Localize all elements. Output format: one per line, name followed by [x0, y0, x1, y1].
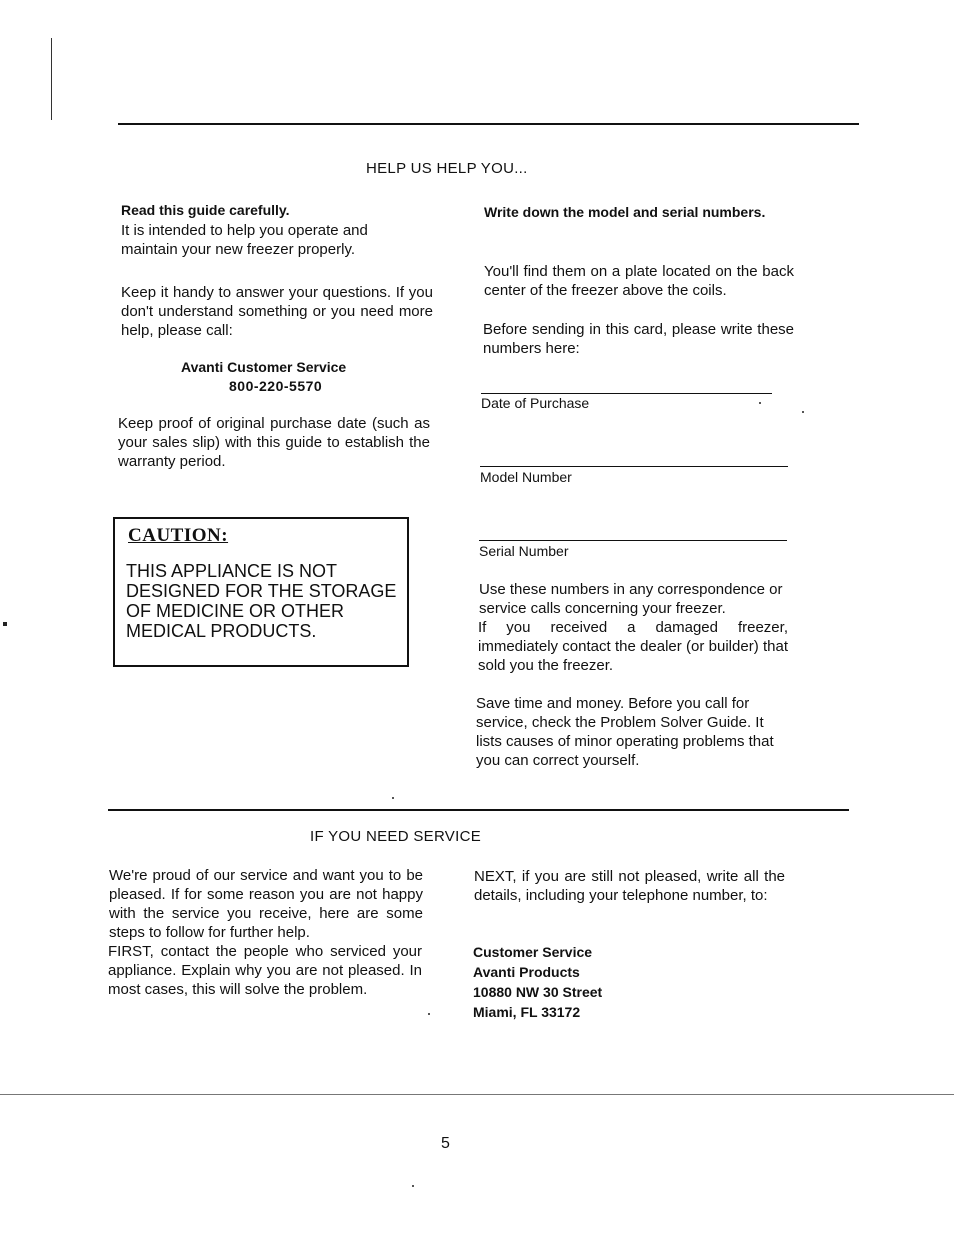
- caution-body: THIS APPLIANCE IS NOT DESIGNED FOR THE STORAGE OF MEDICINE OR OTHER MEDICAL PRODUCTS.: [126, 561, 397, 641]
- proof-body: Keep proof of original purchase date (such as your sales slip) with this guide to establish the warranty period.: [118, 415, 430, 470]
- caution-title: CAUTION:: [128, 525, 229, 546]
- scan-dot-4: [412, 1185, 414, 1187]
- model-label: Model Number: [480, 469, 572, 485]
- serial-label: Serial Number: [479, 543, 569, 559]
- model-line: [480, 466, 788, 467]
- date-label: Date of Purchase: [481, 395, 590, 411]
- use-numbers-body: Use these numbers in any correspondence or service calls concerning your freezer.: [479, 581, 783, 617]
- damaged-body: If you received a damaged freezer, immediately contact the dealer (or builder) that sold you the freezer.: [478, 619, 788, 674]
- scan-dot-1: [392, 797, 394, 799]
- scan-mark-left: [51, 38, 52, 120]
- service-phone: 800-220-5570: [229, 378, 323, 394]
- save-time-body: Save time and money. Before you call for service, check the Problem Solver Guide. It lists causes of minor operating problems that you can correct yourself.: [476, 695, 774, 769]
- middle-rule: [108, 809, 849, 811]
- scan-dot-5: [428, 1013, 430, 1015]
- top-rule: [118, 123, 859, 125]
- scan-dot-3: [759, 402, 761, 404]
- write-down-title: Write down the model and serial numbers.: [484, 204, 766, 220]
- keep-handy-body: Keep it handy to answer your questions. If you don't understand something or you need more help, please call:: [121, 284, 433, 339]
- service-intro: We're proud of our service and want you to be pleased. If for some reason you are not happy with the service you receive, here are some steps to follow for further help.: [109, 867, 423, 941]
- service-heading: IF YOU NEED SERVICE: [310, 828, 482, 845]
- scan-dot-2: [802, 411, 804, 413]
- scan-dot-left: [3, 622, 7, 626]
- address-line-3: 10880 NW 30 Street: [473, 984, 603, 1000]
- service-name: Avanti Customer Service: [181, 359, 347, 375]
- service-first: FIRST, contact the people who serviced your appliance. Explain why you are not pleased. In most cases, this will solve the problem.: [108, 943, 422, 998]
- plate-body: You'll find them on a plate located on the back center of the freezer above the coils.: [484, 263, 794, 299]
- read-guide-body: It is intended to help you operate and maintain your new freezer properly.: [121, 222, 368, 258]
- before-sending-body: Before sending in this card, please write these numbers here:: [483, 321, 794, 357]
- address-line-2: Avanti Products: [473, 964, 580, 980]
- page-number: 5: [441, 1135, 450, 1152]
- read-guide-title: Read this guide carefully.: [121, 202, 290, 218]
- address-line-4: Miami, FL 33172: [473, 1004, 581, 1020]
- address-line-1: Customer Service: [473, 944, 593, 960]
- caution-box: [113, 517, 409, 667]
- address-block: [473, 942, 602, 1022]
- help-heading: HELP US HELP YOU...: [366, 160, 528, 177]
- serial-line: [479, 540, 787, 541]
- service-next: NEXT, if you are still not pleased, write all the details, including your telephone number, to:: [474, 868, 785, 904]
- bottom-rule: [0, 1094, 954, 1095]
